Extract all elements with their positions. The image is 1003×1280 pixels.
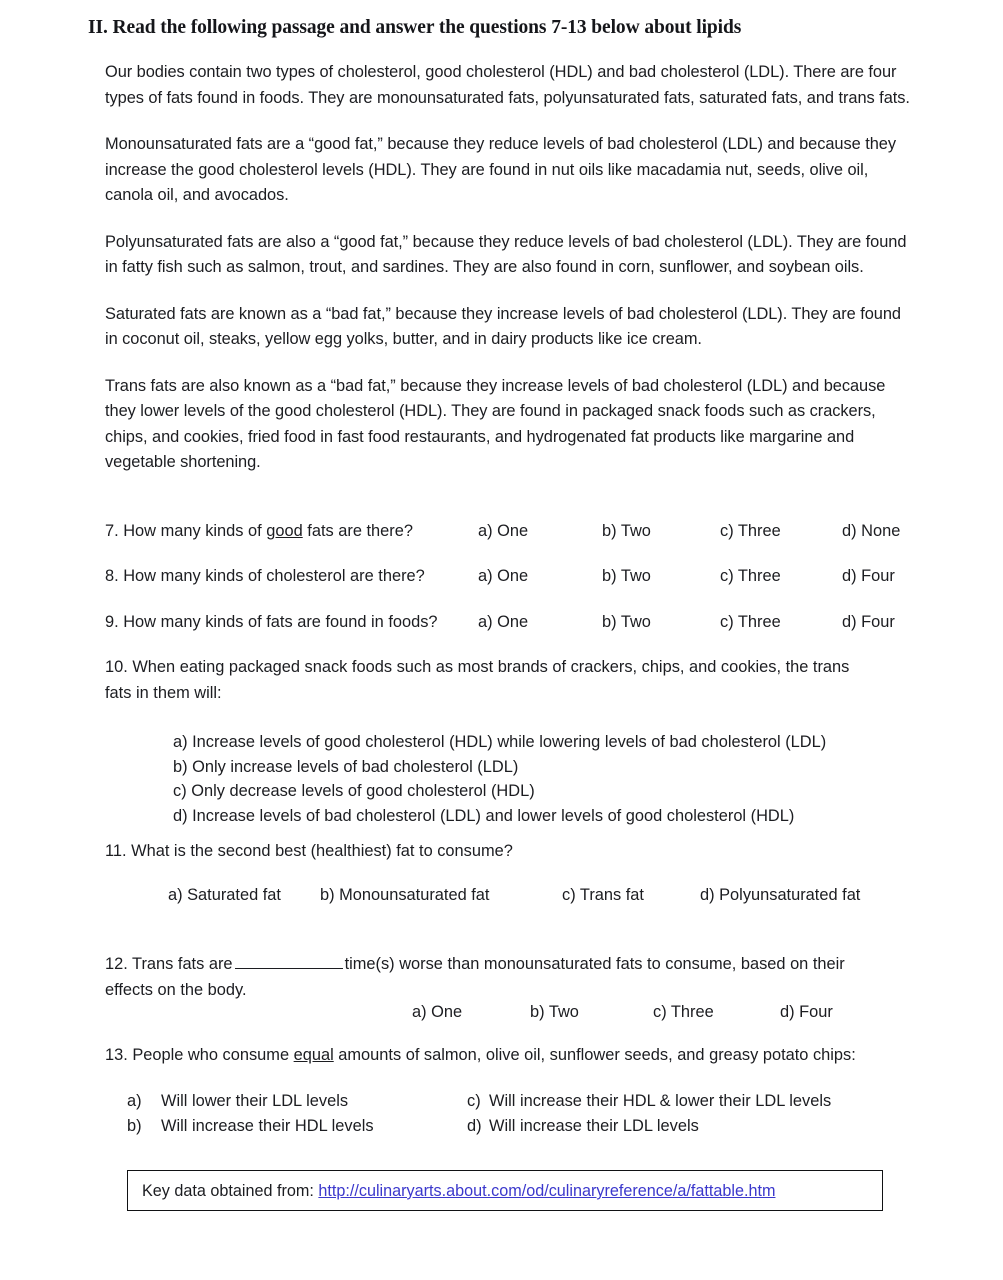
- question-13-options: [105, 1089, 905, 1144]
- question-13-option-b-marker: b): [127, 1117, 142, 1135]
- question-13-underlined-word: equal: [293, 1046, 334, 1064]
- question-10-stem-line-2: fats in them will:: [105, 683, 222, 702]
- question-13-option-d-marker: d): [467, 1117, 482, 1135]
- question-8-option-d[interactable]: d) Four: [842, 567, 895, 585]
- question-9-option-d[interactable]: d) Four: [842, 613, 895, 631]
- passage-paragraph: Trans fats are also known as a “bad fat,” because they increase levels of bad cholesterol (LDL) and because they lower levels of the good cholesterol (HDL). They are found in packaged snack foods such as crackers, chips, and cookies, fried food in fast food restaurants, and hydrogenated fat products like margarine and vegetable shortening.: [105, 376, 886, 471]
- passage-paragraph: Polyunsaturated fats are also a “good fat,” because they reduce levels of bad cholesterol (LDL). They are found in fatty fish such as salmon, trout, and sardines. They are also found in corn, sunflower, and soybean oils.: [105, 232, 907, 276]
- question-9-option-b[interactable]: b) Two: [602, 613, 651, 631]
- question-8-option-c[interactable]: c) Three: [720, 567, 781, 585]
- question-7-text-before: 7. How many kinds of: [105, 522, 267, 540]
- question-13-option-c[interactable]: [467, 1089, 831, 1114]
- source-citation-box: [127, 1170, 883, 1211]
- question-11-block: [105, 839, 895, 865]
- question-8-option-a[interactable]: a) One: [478, 567, 529, 585]
- source-label: Key data obtained from:: [142, 1182, 314, 1200]
- source-citation-text: [142, 1180, 775, 1202]
- question-12-option-d[interactable]: d) Four: [780, 1003, 833, 1021]
- question-12-stem: [105, 952, 895, 978]
- question-13-option-b-label: Will increase their HDL levels: [161, 1117, 374, 1135]
- question-10-options: [105, 730, 895, 828]
- question-13-option-d[interactable]: [467, 1114, 699, 1139]
- question-12-option-a[interactable]: a) One: [412, 1003, 463, 1021]
- question-11-option-c[interactable]: c) Trans fat: [562, 886, 644, 904]
- passage-text: [105, 60, 910, 476]
- question-13-text: [105, 1043, 895, 1069]
- question-8-option-b[interactable]: b) Two: [602, 567, 651, 585]
- question-12-block: [105, 952, 895, 1003]
- page-title: II. Read the following passage and answer the questions 7-13 below about lipids: [88, 17, 742, 38]
- question-7-underlined-word: good: [266, 522, 303, 540]
- question-11-option-a[interactable]: a) Saturated fat: [168, 886, 281, 904]
- question-12-text-before: 12. Trans fats are: [105, 955, 233, 973]
- question-13-option-a-marker: a): [127, 1092, 142, 1110]
- question-12-option-c[interactable]: c) Three: [653, 1003, 714, 1021]
- question-7-option-c[interactable]: c) Three: [720, 522, 781, 540]
- question-11-option-b[interactable]: b) Monounsaturated fat: [320, 886, 490, 904]
- source-url-link[interactable]: http://culinaryarts.about.com/od/culinaryreference/a/fattable.htm: [318, 1182, 776, 1200]
- question-10-block: [105, 655, 895, 828]
- question-13-option-c-marker: c): [467, 1092, 481, 1110]
- question-12-option-b[interactable]: b) Two: [530, 1003, 579, 1021]
- question-7-text-after: fats are there?: [302, 522, 413, 540]
- question-10-option-b[interactable]: b) Only increase levels of bad cholesterol (LDL): [173, 757, 519, 776]
- question-10-option-c[interactable]: c) Only decrease levels of good cholesterol (HDL): [173, 782, 535, 800]
- passage-paragraph: Saturated fats are known as a “bad fat,” because they increase levels of bad cholesterol (LDL). They are found in coconut oil, steaks, yellow egg yolks, butter, and in dairy products like ice cream.: [105, 304, 901, 348]
- question-10-option-d[interactable]: d) Increase levels of bad cholesterol (LDL) and lower levels of good cholesterol (HDL): [173, 806, 795, 825]
- question-9-text: 9. How many kinds of fats are found in foods?: [105, 613, 438, 631]
- question-12-text-after: time(s) worse than monounsaturated fats to consume, based on their: [344, 955, 845, 973]
- question-13-text-after: amounts of salmon, olive oil, sunflower seeds, and greasy potato chips:: [333, 1046, 856, 1064]
- question-13-option-a[interactable]: [127, 1089, 348, 1114]
- passage-paragraph: Our bodies contain two types of cholesterol, good cholesterol (HDL) and bad cholesterol (LDL). There are four types of fats found in foods. They are monounsaturated fats, polyunsaturated fats, saturated fats, and trans fats.: [105, 63, 910, 107]
- question-13-option-a-label: Will lower their LDL levels: [161, 1092, 349, 1110]
- question-13-option-c-label: Will increase their HDL & lower their LDL levels: [489, 1092, 832, 1110]
- question-7-text: [105, 519, 413, 543]
- question-10-stem-line-1: 10. When eating packaged snack foods such as most brands of crackers, chips, and cookies, the trans: [105, 658, 850, 676]
- question-9-option-a[interactable]: a) One: [478, 613, 529, 631]
- question-11-text: 11. What is the second best (healthiest) fat to consume?: [105, 842, 513, 860]
- question-11-option-d[interactable]: d) Polyunsaturated fat: [700, 886, 861, 904]
- question-7-option-d[interactable]: d) None: [842, 522, 901, 540]
- question-13-option-b[interactable]: [127, 1114, 374, 1139]
- question-8-text: 8. How many kinds of cholesterol are there?: [105, 567, 425, 585]
- question-7-option-b[interactable]: b) Two: [602, 522, 651, 540]
- question-13-text-before: 13. People who consume: [105, 1046, 294, 1064]
- question-9-option-c[interactable]: c) Three: [720, 613, 781, 631]
- question-12-blank-field[interactable]: [235, 953, 343, 969]
- passage-paragraph: Monounsaturated fats are a “good fat,” because they reduce levels of bad cholesterol (LDL) and because they increase the good cholesterol levels (HDL). They are found in nut oils like macadamia nut, seeds, olive oil, canola oil, and avocados.: [105, 135, 896, 204]
- question-13-option-d-label: Will increase their LDL levels: [489, 1117, 699, 1135]
- question-10-option-a[interactable]: a) Increase levels of good cholesterol (HDL) while lowering levels of bad cholesterol (LDL): [173, 733, 827, 751]
- question-7-option-a[interactable]: a) One: [478, 522, 529, 540]
- question-13-block: [105, 1043, 895, 1069]
- question-12-stem-line-2: effects on the body.: [105, 980, 247, 999]
